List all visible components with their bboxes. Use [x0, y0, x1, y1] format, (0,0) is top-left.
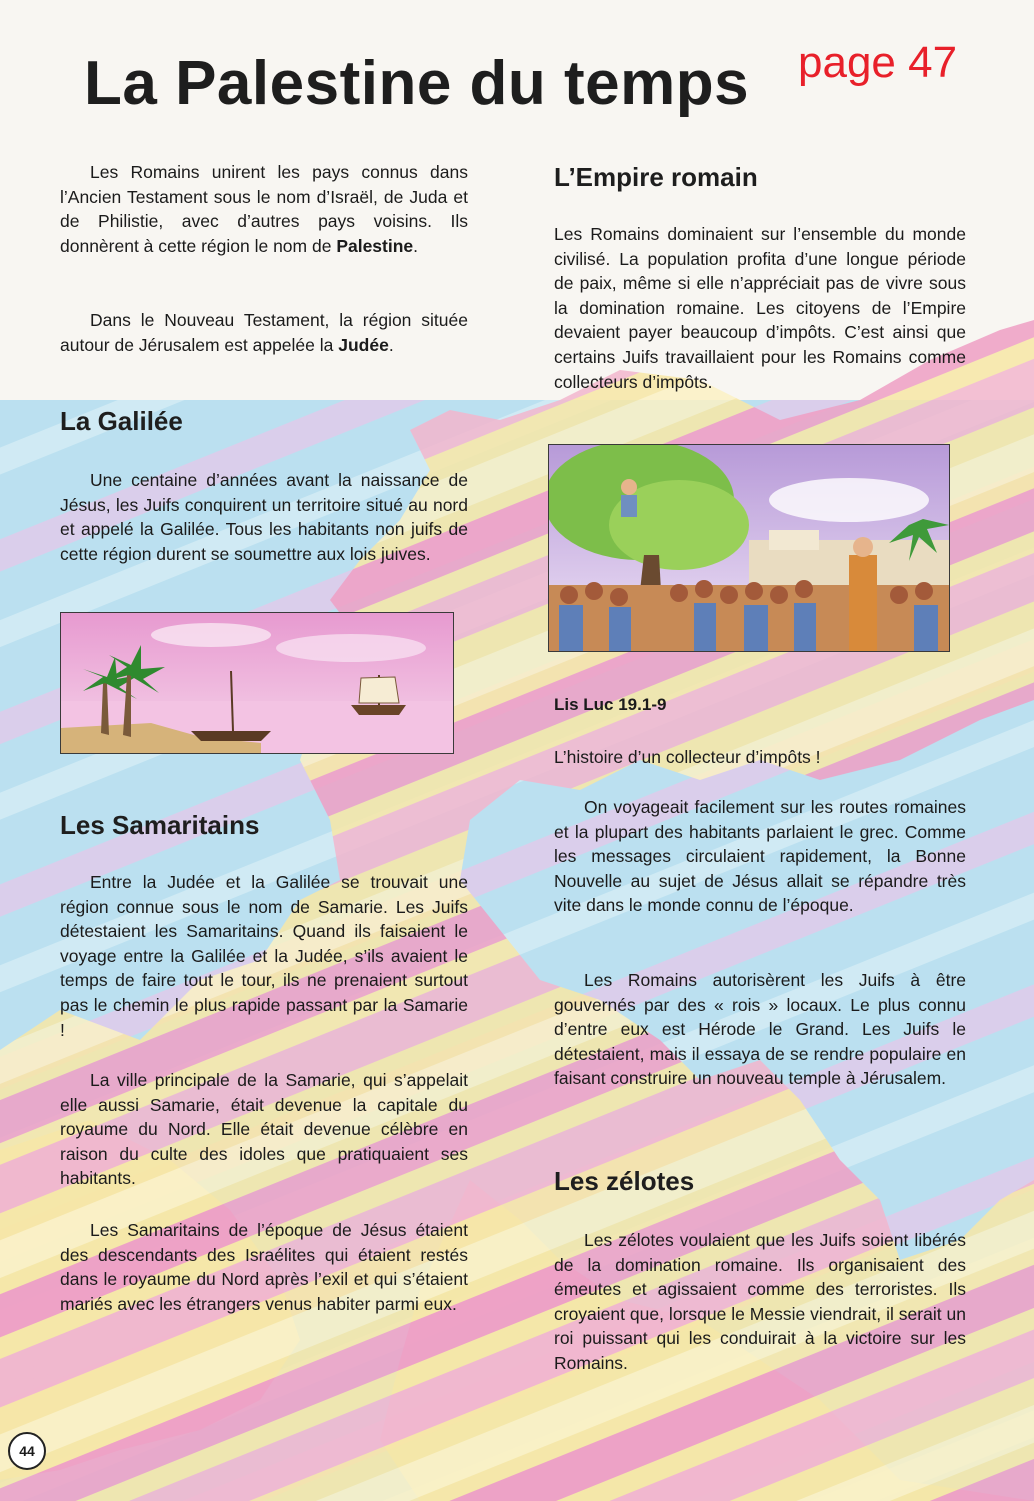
heading-zelotes: Les zélotes — [554, 1166, 695, 1196]
intro-paragraph-1: Les Romains unirent les pays connus dans l’Ancien Testament sous le nom d’Israël, de Juda et de Philistie, avec d’autres pays voisins. Ils donnèrent à cette région le nom de Palestine. — [60, 162, 468, 256]
samaritains-paragraph-3: Les Samaritains de l’époque de Jésus étaient des descendants des Israélites qui étaient restés dans le royaume du Nord après l’exil et qui s’étaient mariés avec les étrangers venus habiter parmi eux. — [60, 1220, 468, 1314]
routes-paragraph: On voyageait facilement sur les routes romaines et la plupart des habitants parlaient le grec. Comme les messages circulaient rapidement, la Bonne Nouvelle au sujet de Jésus allait se répandre très vite dans le monde connu de l’époque. — [554, 797, 966, 916]
lis-luc-reference: Lis Luc 19.1-9 — [554, 695, 667, 714]
intro-paragraph-2: Dans le Nouveau Testament, la région située autour de Jérusalem est appelée la Judée. — [60, 310, 468, 355]
page-title: La Palestine du temps — [84, 49, 750, 118]
empire-paragraph: Les Romains dominaient sur l’ensemble du monde civilisé. La population profita d’une longue période de paix, même si elle n’appréciait pas de vivre sous la domination romaine. Les citoyens de l’Empire devaient payer beaucoup d’impôts. C’est ainsi que certains Juifs travaillaient pour les Romains comme collecteurs d’impôts. — [554, 224, 966, 392]
collecteur-caption: L’histoire d’un collecteur d’impôts ! — [554, 747, 821, 767]
page-number: 44 — [8, 1432, 46, 1470]
samaritains-paragraph-2: La ville principale de la Samarie, qui s’appelait elle aussi Samarie, était devenue la capitale du royaume du Nord. Elle était devenue célèbre en raison du culte des idoles que pratiquaient ses habitants. — [60, 1070, 468, 1189]
herode-paragraph: Les Romains autorisèrent les Juifs à être gouvernés par des « rois » locaux. Le plus connu d’entre eux est Hérode le Grand. Les Juifs le détestaient, mais il essaya de se rendre populaire en faisant construire un nouveau temple à Jérusalem. — [554, 970, 966, 1089]
galilee-paragraph: Une centaine d’années avant la naissance de Jésus, les Juifs conquirent un territoire situé au nord et appelé la Galilée. Tous les habitants non juifs de cette région durent se soumettre aux lois juives. — [60, 470, 468, 564]
bold-judee: Judée — [338, 334, 389, 355]
heading-galilee: La Galilée — [60, 406, 183, 436]
samaritains-paragraph-1: Entre la Judée et la Galilée se trouvait une région connue sous le nom de Samarie. Les Juifs détestaient les Samaritains. Quand ils faisaient le voyage entre la Galilée et la Judée, s’ils avaient le temps de faire tout le tour, ils ne prenaient surtout pas le chemin le plus rapide passant par la Samarie ! — [60, 872, 468, 1040]
galilee-illustration — [60, 612, 454, 754]
bold-palestine: Palestine — [336, 235, 414, 256]
page-reference: page 47 — [798, 38, 958, 87]
heading-samaritains: Les Samaritains — [60, 810, 260, 840]
collecteur-illustration — [548, 444, 950, 652]
zelotes-paragraph: Les zélotes voulaient que les Juifs soient libérés de la domination romaine. Ils organisaient des émeutes et agissaient comme des terroristes. Ils croyaient que, lorsque le Messie viendrait, il serait un roi puissant qui les conduirait à la victoire sur les Romains. — [554, 1230, 966, 1373]
heading-empire-romain: L’Empire romain — [554, 162, 758, 192]
